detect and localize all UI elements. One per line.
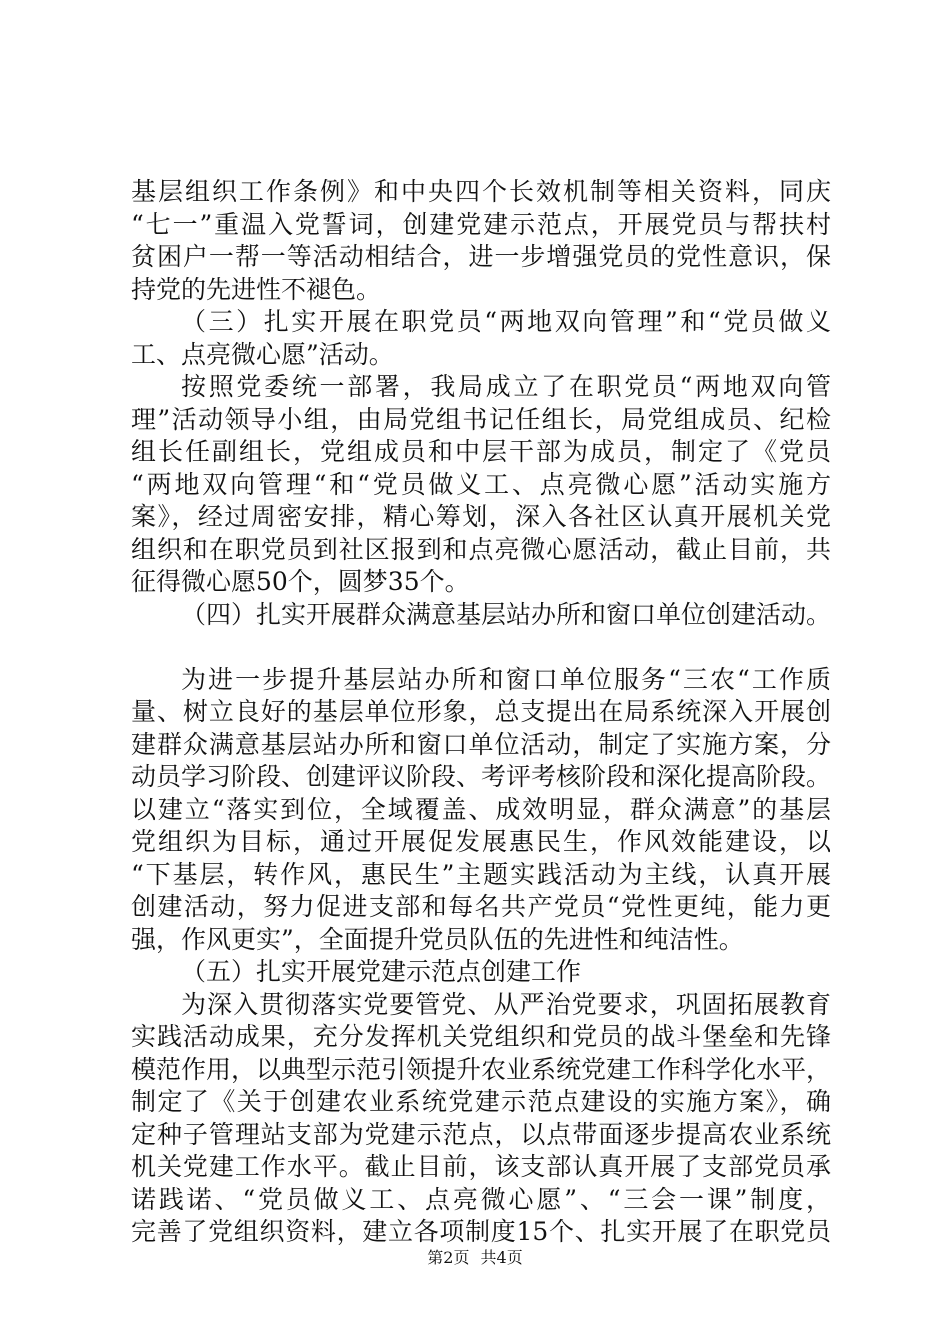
text-line: 制定了《关于创建农业系统党建示范点建设的实施方案》，确 [131, 1087, 831, 1116]
text-line: 工、点亮微心愿”活动。 [131, 339, 394, 369]
section-heading-5: （五）扎实开展党建示范点创建工作 [181, 957, 582, 986]
text-line: 定种子管理站支部为党建示范点，以点带面逐步提高农业系统 [131, 1119, 831, 1149]
text-line: 组织和在职党员到社区报到和点亮微心愿活动，截止目前，共 [131, 534, 831, 564]
text-line: 强，作风更实”，全面提升党员队伍的先进性和纯洁性。 [131, 924, 744, 954]
text-line: 完善了党组织资料，建立各项制度15个、扎实开展了在职党员 [131, 1217, 831, 1246]
text-line: “七一”重温入党誓词，创建党建示范点，开展党员与帮扶村 [131, 209, 831, 239]
text-line: 理”活动领导小组，由局党组书记任组长，局党组成员、纪检 [131, 404, 831, 434]
blank-line [131, 631, 831, 664]
section-heading-4: （四）扎实开展群众满意基层站办所和窗口单位创建活动。 [181, 599, 832, 629]
text-line: 征得微心愿50个，圆梦35个。 [131, 567, 470, 596]
text-line: 案》，经过周密安排，精心筹划，深入各社区认真开展机关党 [131, 502, 831, 531]
text-line: 贫困户一帮一等活动相结合，进一步增强党员的党性意识，保 [131, 242, 831, 271]
text-line: 组长任副组长，党组成员和中层干部为成员，制定了《党员 [131, 437, 831, 466]
section-heading-3: （三）扎实开展在职党员“两地双向管理”和“党员做义 [181, 307, 831, 336]
text-line: 建群众满意基层站办所和窗口单位活动，制定了实施方案，分 [131, 729, 831, 759]
text-line: 党组织为目标，通过开展促发展惠民生，作风效能建设，以 [131, 827, 831, 856]
document-body [131, 176, 831, 1249]
text-line: 机关党建工作水平。截止目前，该支部认真开展了支部党员承 [131, 1152, 831, 1181]
paragraph-start: 为深入贯彻落实党要管党、从严治党要求，巩固拓展教育 [181, 989, 831, 1019]
paragraph-start: 为进一步提升基层站办所和窗口单位服务“三农“工作质 [181, 664, 831, 694]
text-line: “下基层，转作风，惠民生”主题实践活动为主线，认真开展 [131, 859, 831, 889]
text-line: 持党的先进性不褪色。 [131, 274, 382, 304]
text-line: 基层组织工作条例》和中央四个长效机制等相关资料，同庆 [131, 177, 831, 206]
paragraph-start: 按照党委统一部署，我局成立了在职党员“两地双向管 [181, 372, 831, 401]
text-line: 诺践诺、“党员做义工、点亮微心愿”、“三会一课”制度， [131, 1184, 831, 1214]
page-footer [0, 1245, 950, 1268]
text-line: 量、树立良好的基层单位形象，总支提出在局系统深入开展创 [131, 697, 831, 726]
text-line: 实践活动成果，充分发挥机关党组织和党员的战斗堡垒和先锋 [131, 1022, 831, 1051]
text-line: “两地双向管理“和“党员做义工、点亮微心愿”活动实施方 [131, 469, 831, 499]
text-line: 模范作用，以典型示范引领提升农业系统党建工作科学化水平， [131, 1054, 832, 1084]
text-line: 以建立“落实到位，全域覆盖、成效明显，群众满意”的基层 [131, 794, 831, 824]
text-line: 动员学习阶段、创建评议阶段、考评考核阶段和深化提高阶段。 [131, 762, 832, 791]
page-total: 共4页 [480, 1248, 523, 1267]
text-line: 创建活动，努力促进支部和每名共产党员“党性更纯，能力更 [131, 892, 831, 921]
page-number: 第2页 [427, 1248, 470, 1267]
